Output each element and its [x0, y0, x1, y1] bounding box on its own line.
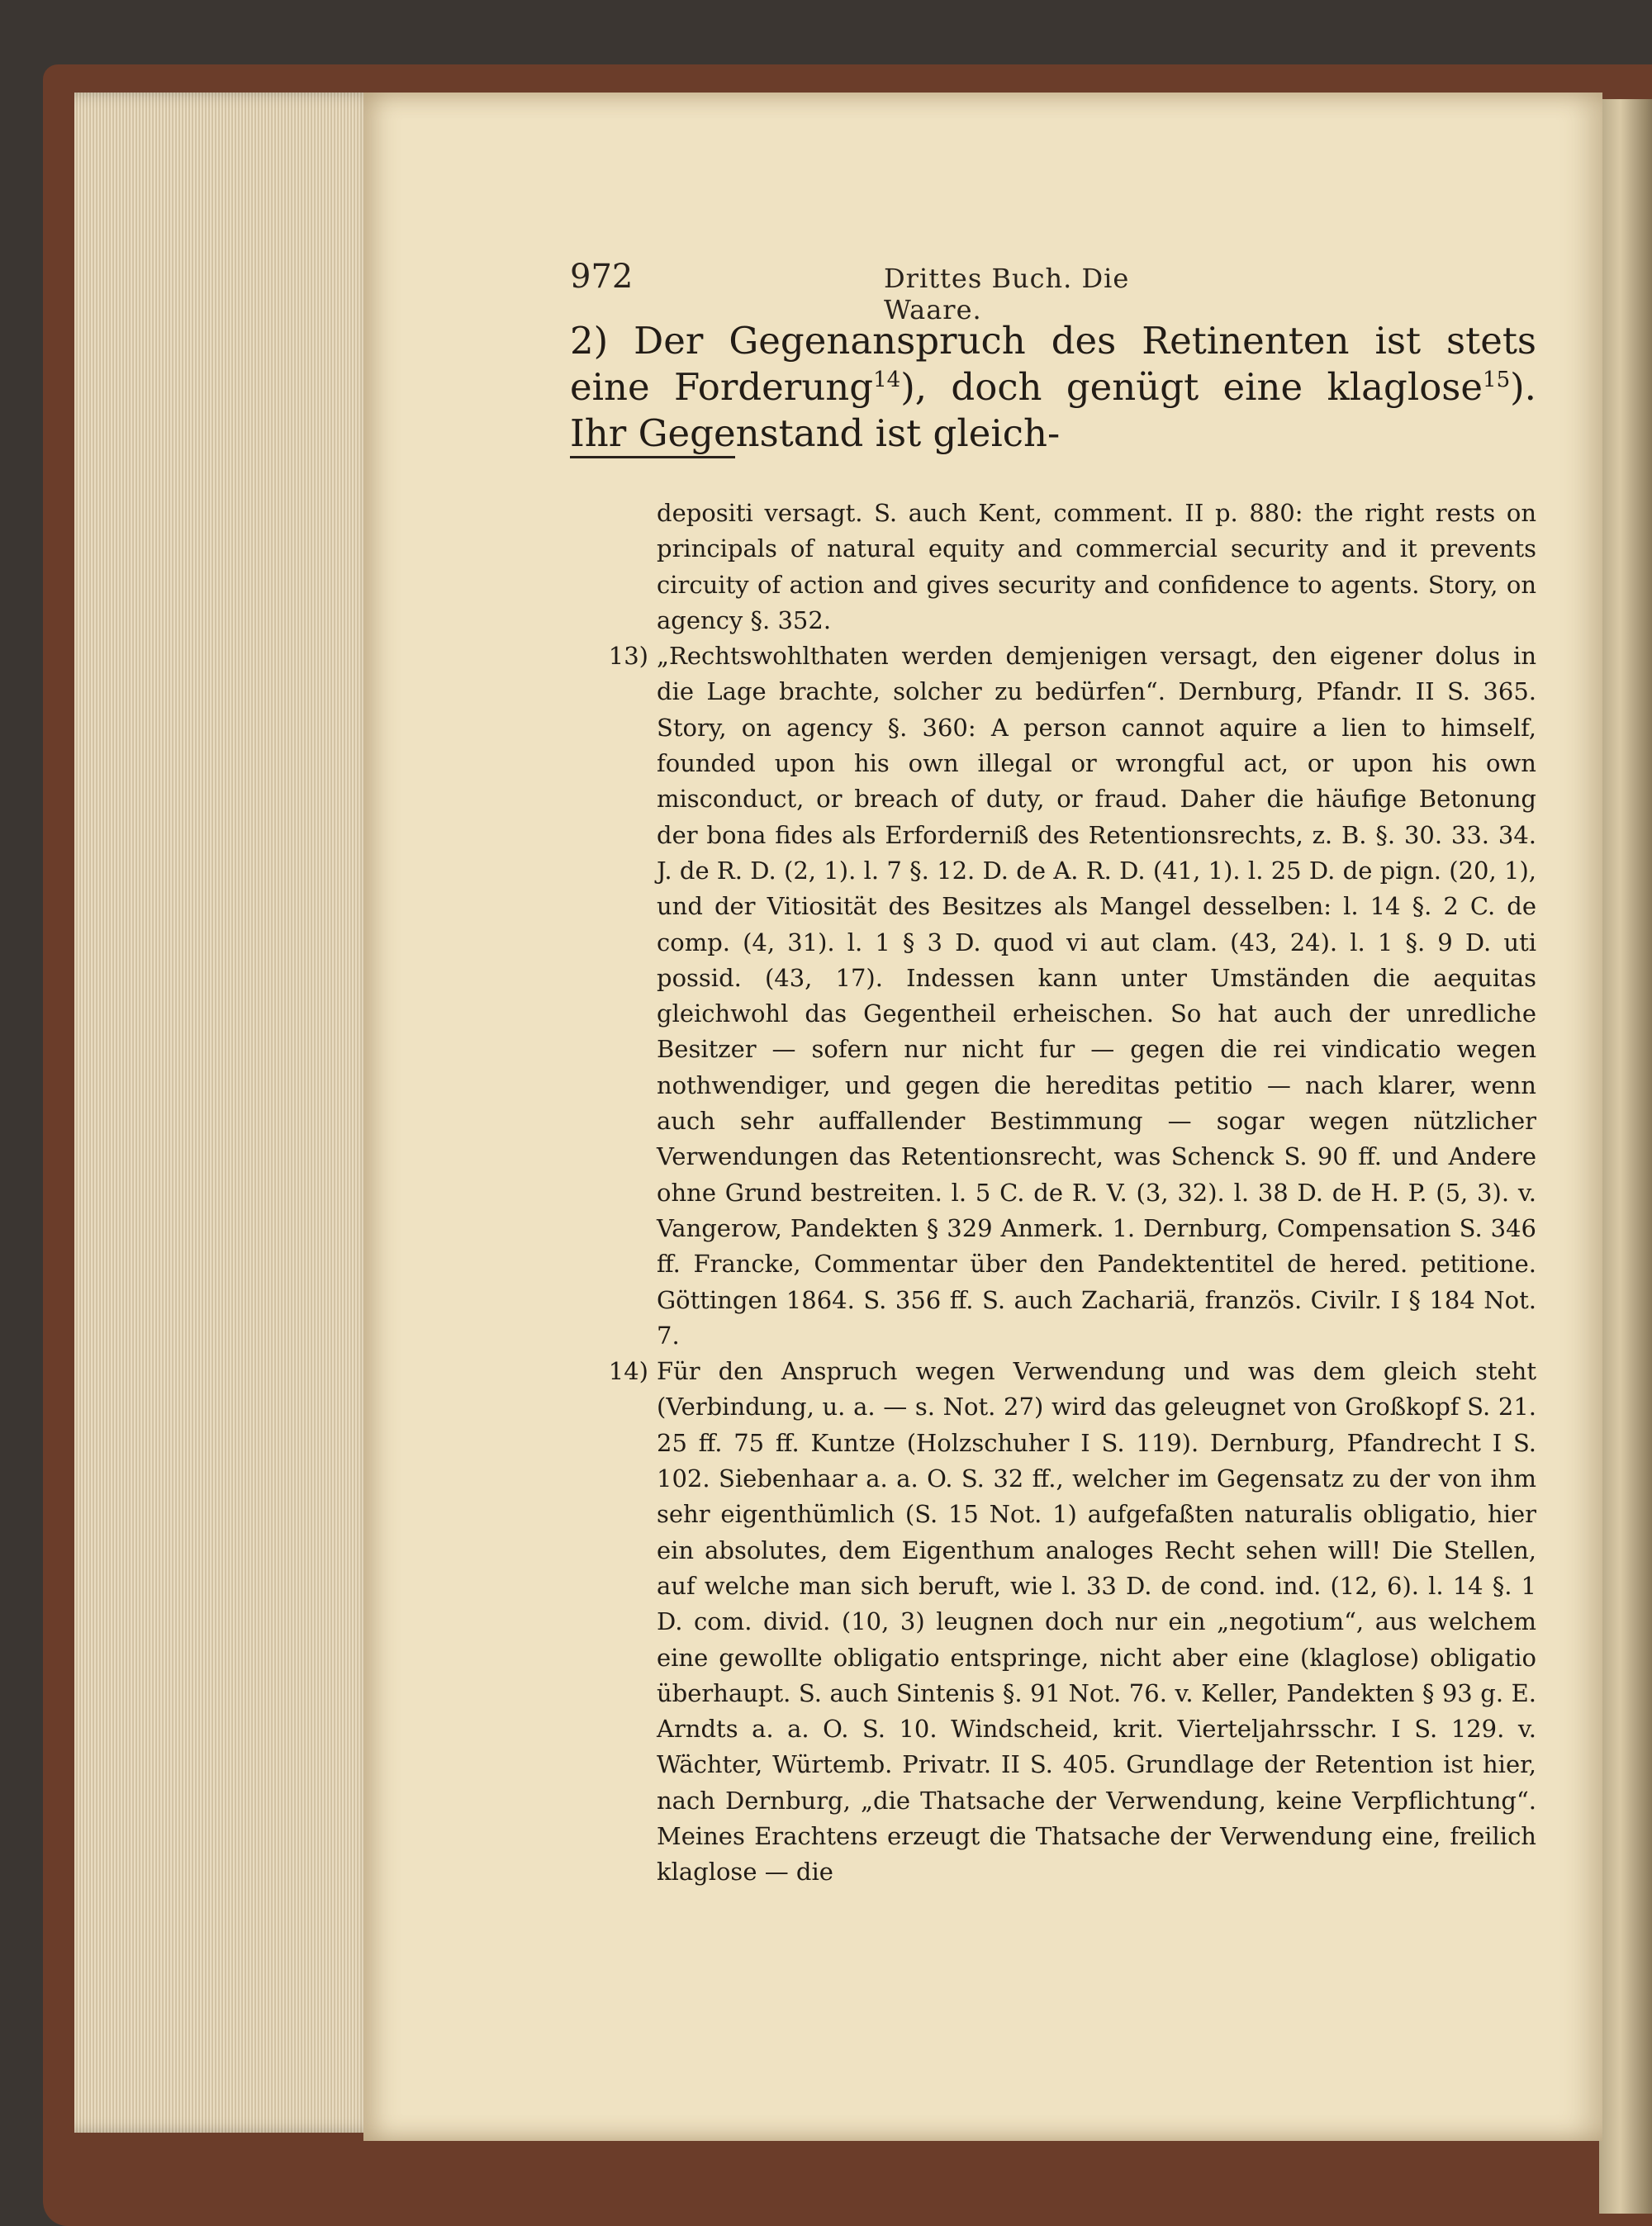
- footnote-continuation-text: depositi versagt. S. auch Kent, comment. II p. 880: the right rests on principals of natural equity and commercial security and it prevents circuity of action and gives security and confidence to agents. Story, on agency §. 352.: [657, 499, 1536, 634]
- main-paragraph: [570, 318, 1536, 457]
- footnote-13-label: 13): [608, 642, 648, 671]
- footnote-14-text: Für den Anspruch wegen Verwendung und was dem gleich steht (Verbindung, u. a. — s. Not. 27) wird das geleugnet von Großkopf S. 21. 25 ff. 75 ff. Kuntze (Holzschuher I S. 119). Dernburg, Pfandrecht I S. 102. Siebenhaar a. a. O. S. 32 ff., welcher im Gegensatz zu der von ihm sehr eigenthümlich (S. 15 Not. 1) aufgefaßten naturalis obligatio, hier ein absolutes, dem Eigenthum analoges Recht sehen will! Die Stellen, auf welche man sich beruft, wie l. 33 D. de cond. ind. (12, 6). l. 14 §. 1 D. com. divid. (10, 3) leugnen doch nur ein „negotium“, aus welchem eine gewollte obligatio entspringe, nicht aber eine (klaglose) obligatio überhaupt. S. auch Sintenis §. 91 Not. 76. v. Keller, Pandekten § 93 g. E. Arndts a. a. O. S. 10. Windscheid, krit. Vierteljahrsschr. I S. 129. v. Wächter, Würtemb. Privatr. II S. 405. Grundlage der Retention ist hier, nach Dernburg, „die Thatsache der Verwendung, keine Verpflichtung“. Meines Erachtens erzeugt die Thatsache der Verwendung eine, freilich klaglose — die: [657, 1357, 1536, 1887]
- main-text-end: ). Ihr Gegenstand ist gleich-: [570, 365, 1536, 455]
- facing-page-edge: [1599, 99, 1652, 2214]
- running-title: Drittes Buch. Die Waare.: [884, 263, 1130, 325]
- page-number: 972: [570, 258, 634, 296]
- footnote-ref-15: 15: [1483, 368, 1511, 392]
- footnote-14-label: 14): [608, 1357, 648, 1386]
- footnote-13-text: „Rechtswohlthaten werden demjenigen versagt, den eigener dolus in die Lage brachte, solcher zu bedürfen“. Dernburg, Pfandr. II S. 365. Story, on agency §. 360: A person cannot aquire a lien to himself, founded upon his own illegal or wrongful act, or upon his own misconduct, or breach of duty, or fraud. Daher die häufige Betonung der bona fides als Erforderniß des Retentionsrechts, z. B. §. 30. 33. 34. J. de R. D. (2, 1). l. 7 §. 12. D. de A. R. D. (41, 1). l. 25 D. de pign. (20, 1), und der Vitiosität des Besitzes als Mangel desselben: l. 14 §. 2 C. de comp. (4, 31). l. 1 § 3 D. quod vi aut clam. (43, 24). l. 1 §. 9 D. uti possid. (43, 17). Indessen kann unter Umständen die aequitas gleichwohl das Gegentheil erheischen. So hat auch der unredliche Besitzer — sofern nur nicht fur — gegen die rei vindicatio wegen nothwendiger, und gegen die hereditas petitio — nach klarer, wenn auch sehr auffallender Bestimmung — sogar wegen nützlicher Verwendungen das Retentionsrecht, was Schenck S. 90 ff. und Andere ohne Grund bestreiten. l. 5 C. de R. V. (3, 32). l. 38 D. de H. P. (5, 3). v. Vangerow, Pandekten § 329 Anmerk. 1. Dernburg, Compensation S. 346 ff. Francke, Commentar über den Pandektentitel de hered. petitione. Göttingen 1864. S. 356 ff. S. auch Zachariä, französ. Civilr. I § 184 Not. 7.: [657, 642, 1536, 1350]
- main-text-start: 2) Der Gegenanspruch des Retinenten ist stets eine Forderung: [570, 319, 1536, 409]
- footnotes: [570, 496, 1536, 1891]
- footnote-rule: [570, 456, 735, 458]
- page-header: [570, 258, 1214, 325]
- footnote-13: [570, 638, 1536, 1354]
- footnote-ref-14: 14: [873, 368, 901, 392]
- footnote-14: [570, 1354, 1536, 1890]
- main-text-mid: ), doch genügt eine klaglose: [900, 365, 1483, 409]
- page-stack-edge: [74, 93, 380, 2133]
- footnote-continuation: [570, 496, 1536, 638]
